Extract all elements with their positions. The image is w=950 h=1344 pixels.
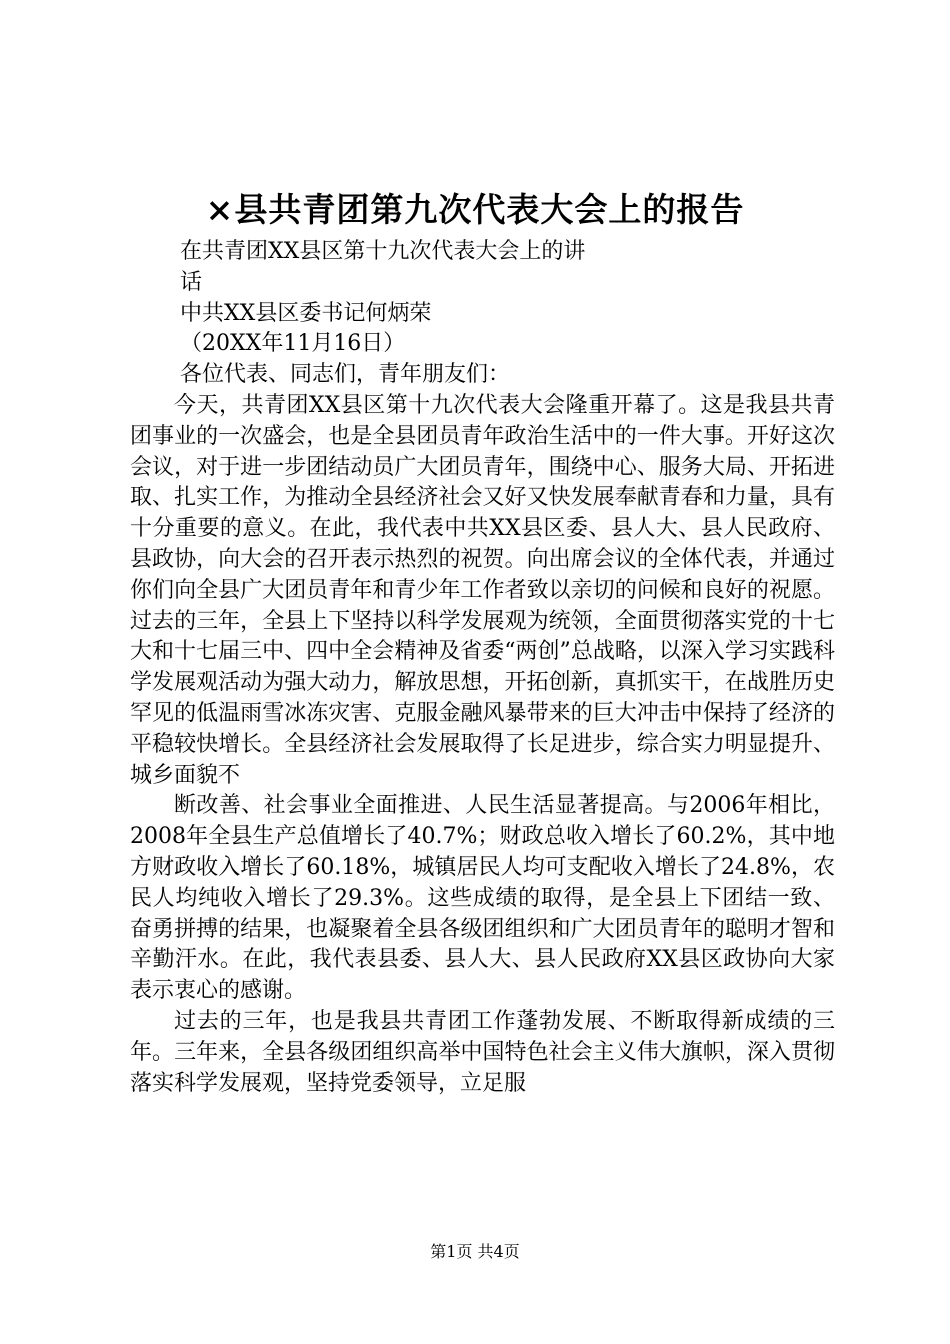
document-title: ×县共青团第九次代表大会上的报告 [205,190,745,229]
paragraph: 断改善、社会事业全面推进、人民生活显著提高。与2006年相比，2008年全县生产总值增长了40.7%；财政总收入增长了60.2%，其中地方财政收入增长了60.18%，城镇居民人均可支配收入增长了24.8%，农民人均纯收入增长了29.3%。这些成绩的取得，是全县上下团结一致、奋勇拼搏的结果，也凝聚着全县各级团组织和广大团员青年的聪明才智和辛勤汗水。在此，我代表县委、县人大、县人民政府XX县区政协向大家表示衷心的感谢。 [130,793,835,1004]
speech-title-line-2: 话 [180,269,203,295]
speaker-line: 中共XX县区委书记何炳荣 [180,300,432,326]
speech-title-line-1: 在共青团XX县区第十九次代表大会上的讲 [180,239,586,264]
paragraph: 过去的三年，也是我县共青团工作蓬勃发展、不断取得新成绩的三年。三年来，全县各级团组织高举中国特色社会主义伟大旗帜，深入贯彻落实科学发展观，坚持党委领导，立足服 [130,1008,835,1096]
date-line: （20XX年11月16日） [180,331,406,357]
speech-header [180,237,680,391]
speech-body [130,391,835,1099]
salutation-line: 各位代表、同志们，青年朋友们： [180,362,511,388]
page-footer: 第1页 共4页 [430,1242,520,1261]
paragraph: 今天，共青团XX县区第十九次代表大会隆重开幕了。这是我县共青团事业的一次盛会，也是全县团员青年政治生活中的一件大事。开好这次会议，对于进一步团结动员广大团员青年，围绕中心、服务大局、开拓进取、扎实工作，为推动全县经济社会又好又快发展奉献青春和力量，具有十分重要的意义。在此，我代表中共XX县区委、县人大、县人民政府、县政协，向大会的召开表示热烈的祝贺。向出席会议的全体代表，并通过你们向全县广大团员青年和青少年工作者致以亲切的问候和良好的祝愿。过去的三年，全县上下坚持以科学发展观为统领，全面贯彻落实党的十七大和十七届三中、四中全会精神及省委“两创”总战略，以深入学习实践科学发展观活动为强大动力，解放思想，开拓创新，真抓实干，在战胜历史罕见的低温雨雪冰冻灾害、克服金融风暴带来的巨大冲击中保持了经济的平稳较快增长。全县经济社会发展取得了长足进步，综合实力明显提升、城乡面貌不 [130,393,835,788]
